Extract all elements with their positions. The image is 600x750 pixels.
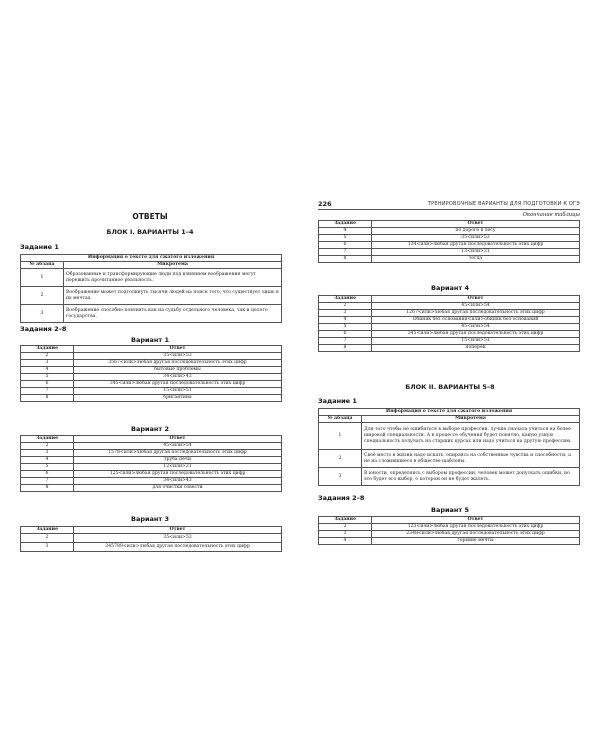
table-cell: 2 xyxy=(319,450,362,468)
table-cell: 4 xyxy=(21,457,74,464)
table-cell: 1 xyxy=(319,423,362,450)
table-cell: 2 xyxy=(21,287,64,305)
variant2-title: Вариант 2 xyxy=(131,425,169,433)
table-cell: 35<или>53 xyxy=(372,235,580,242)
table-cell: 3 xyxy=(319,531,372,538)
answers-title: ОТВЕТЫ xyxy=(132,212,168,221)
col-task: Задание xyxy=(319,221,372,228)
table-cell: Своё место в жизни надо искать, опираясь на собственные чувства и способности, а не на сложившиеся в обществе шаблоны. xyxy=(362,450,580,468)
table-row xyxy=(319,242,580,249)
table-cell: 345<или>любая другая последовательность этих цифр xyxy=(74,381,282,388)
task1-heading: Задание 1 xyxy=(20,243,59,251)
table-cell: 45<или>54 xyxy=(372,324,580,331)
table-cell: 12<или>21 xyxy=(74,464,282,471)
col-task: Задание xyxy=(21,436,74,443)
table-cell: 15<или>51 xyxy=(372,338,580,345)
table-cell: поперёк xyxy=(372,345,580,352)
table-cell: 6 xyxy=(21,381,74,388)
col-answer: Ответ xyxy=(372,221,580,228)
page-number: 226 xyxy=(318,200,332,208)
table-cell: 34<или>43 xyxy=(74,478,282,485)
table-cell: Образованные и трансформирующие люди под влиянием воображения могут пережить прочитанное реальность. xyxy=(64,269,282,287)
table-cell: 345<или>любая другая последовательность этих цифр xyxy=(372,331,580,338)
table-cell: 1578<или>любая другая последовательность этих цифр xyxy=(74,450,282,457)
table-cell: Для того чтобы не ошибиться в выборе профессии, лучше сначала учиться на более широкой специальности. А в процессе обучения будет понятно, какую узкую специальность получать на старших курсах или надо учиться на другую профессию. xyxy=(362,423,580,450)
table-cell: 13<или>31 xyxy=(372,249,580,256)
table-cell: 7 xyxy=(21,388,74,395)
table-cell: 7 xyxy=(319,249,372,256)
table-cell: 3 xyxy=(21,450,74,457)
table-row xyxy=(319,228,580,235)
table-row xyxy=(319,338,580,345)
table-cell: 4 xyxy=(319,538,372,545)
table-cell: 2348<или>любая другая последовательность этих цифр xyxy=(372,531,580,538)
variant3-table xyxy=(20,526,282,552)
table-cell: 6 xyxy=(319,331,372,338)
table-cell: 2 xyxy=(21,443,74,450)
table-cell: 2 xyxy=(319,303,372,310)
col-answer: Ответ xyxy=(74,346,282,353)
table-row xyxy=(21,360,282,367)
table-row xyxy=(21,305,282,323)
table-cell: Воображение может подтолкнуть тысячи людей на поиск того, что существует лишь в их мечтах. xyxy=(64,287,282,305)
col-task: Задание xyxy=(21,346,74,353)
table-cell: 345789<или>любая другая последовательность этих цифр xyxy=(74,543,282,552)
table-cell: горькие мечты xyxy=(372,538,580,545)
table-cell: 3 xyxy=(21,360,74,367)
table-cell: 5 xyxy=(21,464,74,471)
table-cell: В юности, определяясь с выбором профессии, человек может допускать ошибки, но это будет его выбор, о котором он не будет жалеть. xyxy=(362,468,580,486)
col-microtheme: Микротема xyxy=(362,416,580,423)
table-row xyxy=(21,478,282,485)
table-cell: 5 xyxy=(319,235,372,242)
table-cell: 35<или>53 xyxy=(74,534,282,543)
table-row xyxy=(319,324,580,331)
block2-title: БЛОК II. ВАРИАНТЫ 5–8 xyxy=(405,383,495,391)
table-row xyxy=(21,374,282,381)
table-cell: 1267<или>любая другая последовательность этих цифр xyxy=(372,310,580,317)
table-row xyxy=(319,310,580,317)
table-cell: 3 xyxy=(319,468,362,486)
table-row xyxy=(319,345,580,352)
table-cell: 4 xyxy=(319,228,372,235)
info-table-caption: Информация о тексте для сжатого изложения xyxy=(21,255,282,262)
table-cell: 2 xyxy=(21,534,74,543)
table-row xyxy=(319,317,580,324)
variant1-table xyxy=(20,345,282,402)
variant5-table xyxy=(318,516,580,545)
table-cell: для очистки совести xyxy=(74,485,282,492)
variant1-title: Вариант 1 xyxy=(131,336,169,344)
table-cell: 134<или>любая другая последовательность этих цифр xyxy=(372,242,580,249)
col-paragraph: № абзаца xyxy=(21,262,64,269)
col-paragraph: № абзаца xyxy=(319,416,362,423)
table-cell: Обиняк без основания<или>обиняк без оснований xyxy=(372,317,580,324)
table-row xyxy=(21,543,282,552)
table-row xyxy=(319,524,580,531)
table-cell: 34<или>43 xyxy=(74,374,282,381)
info-table-2 xyxy=(318,408,580,486)
table-row xyxy=(21,471,282,478)
tasks-2-8-heading-2: Задания 2–8 xyxy=(318,494,365,502)
table-row xyxy=(21,485,282,492)
col-task: Задание xyxy=(21,527,74,534)
variant3-title: Вариант 3 xyxy=(131,515,169,523)
table-cell: 2 xyxy=(319,524,372,531)
table-cell: 8 xyxy=(319,256,372,263)
table-row xyxy=(21,450,282,457)
table-cell: 8 xyxy=(21,395,74,402)
table-continued-label: Окончание таблицы xyxy=(522,212,580,218)
col-answer: Ответ xyxy=(74,436,282,443)
table-cell: 15<или>51 xyxy=(74,388,282,395)
variant5-title: Вариант 5 xyxy=(431,506,469,514)
table-cell: 5 xyxy=(21,374,74,381)
table-cell: 7 xyxy=(319,338,372,345)
table-cell: 3 xyxy=(319,310,372,317)
col-answer: Ответ xyxy=(372,296,580,303)
running-head: ТРЕНИРОВОЧНЫЕ ВАРИАНТЫ ДЛЯ ПОДГОТОВКИ К ОГЭ xyxy=(427,201,580,207)
table-row xyxy=(319,331,580,338)
header-rule xyxy=(318,209,580,210)
table-cell: 3 xyxy=(21,305,64,323)
table-row xyxy=(319,450,580,468)
table-cell: 3 xyxy=(21,543,74,552)
table-row xyxy=(21,443,282,450)
col-microtheme: Микротема xyxy=(64,262,282,269)
table-cell: 4 xyxy=(21,367,74,374)
col-task: Задание xyxy=(319,517,372,524)
right-page xyxy=(300,0,600,750)
table-row xyxy=(21,353,282,360)
table-cell: 45<или>54 xyxy=(372,303,580,310)
variant4-title: Вариант 4 xyxy=(431,284,469,292)
table-row xyxy=(21,457,282,464)
table-row xyxy=(21,388,282,395)
table-cell: 8 xyxy=(21,485,74,492)
table-cell: 3567<или>любая другая последовательность этих цифр xyxy=(74,360,282,367)
table-row xyxy=(319,538,580,545)
table-cell: 125<или>любая другая последовательность этих цифр xyxy=(74,471,282,478)
table-cell: 6 xyxy=(319,242,372,249)
table-cell: 35<или>53 xyxy=(74,353,282,360)
table-cell: бытовые проблемы xyxy=(74,367,282,374)
variant2-table xyxy=(20,435,282,492)
table-cell: 1 xyxy=(21,269,64,287)
table-cell: 123<или>любая другая последовательность этих цифр xyxy=(372,524,580,531)
table-cell: Воображение способно повлиять как на судьбу отдельного человека, так и целого государства. xyxy=(64,305,282,323)
table-row xyxy=(21,464,282,471)
variant3-cont-table xyxy=(318,220,580,263)
table-row xyxy=(319,423,580,450)
block1-title: БЛОК I. ВАРИАНТЫ 1–4 xyxy=(106,228,194,236)
table-cell: бригантина xyxy=(74,395,282,402)
table-row xyxy=(319,235,580,242)
col-task: Задание xyxy=(319,296,372,303)
table-row xyxy=(319,531,580,538)
col-answer: Ответ xyxy=(74,527,282,534)
table-row xyxy=(319,256,580,263)
table-cell: 8 xyxy=(319,345,372,352)
table-row xyxy=(21,395,282,402)
table-row xyxy=(21,367,282,374)
task1-heading-2: Задание 1 xyxy=(318,397,357,405)
col-answer: Ответ xyxy=(372,517,580,524)
table-cell: по дороге в лесу xyxy=(372,228,580,235)
table-row xyxy=(21,287,282,305)
table-cell: 45<или>54 xyxy=(74,443,282,450)
table-row xyxy=(319,468,580,486)
table-cell: труба печи xyxy=(74,457,282,464)
tasks-2-8-heading: Задания 2–8 xyxy=(20,325,67,333)
info-table-1 xyxy=(20,254,282,323)
table-row xyxy=(21,534,282,543)
table-row xyxy=(319,249,580,256)
variant4-table xyxy=(318,295,580,352)
table-cell: 7 xyxy=(21,478,74,485)
table-row xyxy=(21,269,282,287)
table-cell: 4 xyxy=(319,317,372,324)
table-cell: тогда xyxy=(372,256,580,263)
table-row xyxy=(21,381,282,388)
table-row xyxy=(319,303,580,310)
table-cell: 2 xyxy=(21,353,74,360)
info-table-caption: Информация о тексте для сжатого изложения xyxy=(319,409,580,416)
table-cell: 6 xyxy=(21,471,74,478)
table-cell: 5 xyxy=(319,324,372,331)
